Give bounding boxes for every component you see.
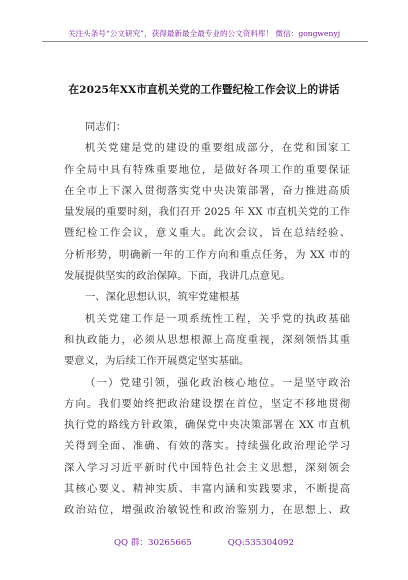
paragraph-line: 和执政能力，必须从思想根源上高度重视，深刻领悟其重	[64, 333, 350, 346]
footer-contact	[0, 536, 408, 548]
footer-qq-number: QQ:535304092	[227, 538, 294, 548]
paragraph-line: 暨纪检工作会议，意义重大。此次会议，旨在总结经验、	[64, 227, 350, 240]
header-divider	[42, 41, 368, 42]
paragraph-line: 深入学习习近平新时代中国特色社会主义思想，深刻领会	[64, 461, 350, 474]
paragraph-line: 政治站位，增强政治敏锐性和政治鉴别力，在思想上、政	[64, 504, 350, 517]
header-notice: 关注头条号“公文研究”，获得最新最全最专业的公文资料库！ 微信：gongwenyj	[67, 29, 341, 38]
salutation: 同志们：	[85, 121, 127, 133]
paragraph-line: 关得到全面、准确、有效的落实。持续强化政治理论学习	[64, 440, 350, 453]
paragraph-line: 机关党建工作是一项系统性工程，关乎党的执政基础	[85, 312, 350, 325]
paragraph-line: 量发展的重要时刻，我们召开 2025 年 XX 市直机关党的工作	[64, 206, 350, 219]
paragraph-line: 方向。我们要始终把政治建设摆在首位，坚定不移地贯彻	[64, 397, 350, 410]
paragraph-line: 其核心要义、精神实质、丰富内涵和实践要求，不断提高	[64, 483, 350, 496]
paragraph-line: 作全局中具有特殊重要地位，是做好各项工作的重要保证	[64, 163, 350, 176]
footer-qq-group: QQ 群：30265665	[114, 538, 192, 548]
paragraph-line: 机关党建是党的建设的重要组成部分，在党和国家工	[85, 142, 350, 155]
paragraph-line: 要意义，为后续工作开展奠定坚实基础。	[64, 355, 250, 368]
paragraph-line: 分析形势，明确新一年的工作方向和重点任务，为 XX 市的	[64, 248, 350, 261]
paragraph-line: 执行党的路线方针政策，确保党中央决策部署在 XX 市直机	[64, 419, 350, 432]
document-body	[64, 117, 350, 522]
paragraph-line: 发展提供坚实的政治保障。下面，我讲几点意见。	[64, 270, 291, 283]
paragraph-line: 在全市上下深入贯彻落实党中央决策部署，奋力推进高质	[64, 184, 350, 197]
section-heading: 一、深化思想认识，筑牢党建根基	[85, 291, 240, 304]
document-title: 在2025年XX市直机关党的工作暨纪检工作会议上的讲话	[68, 84, 340, 96]
subsection-line: （一）党建引领，强化政治核心地位。一是坚守政治	[85, 376, 350, 389]
